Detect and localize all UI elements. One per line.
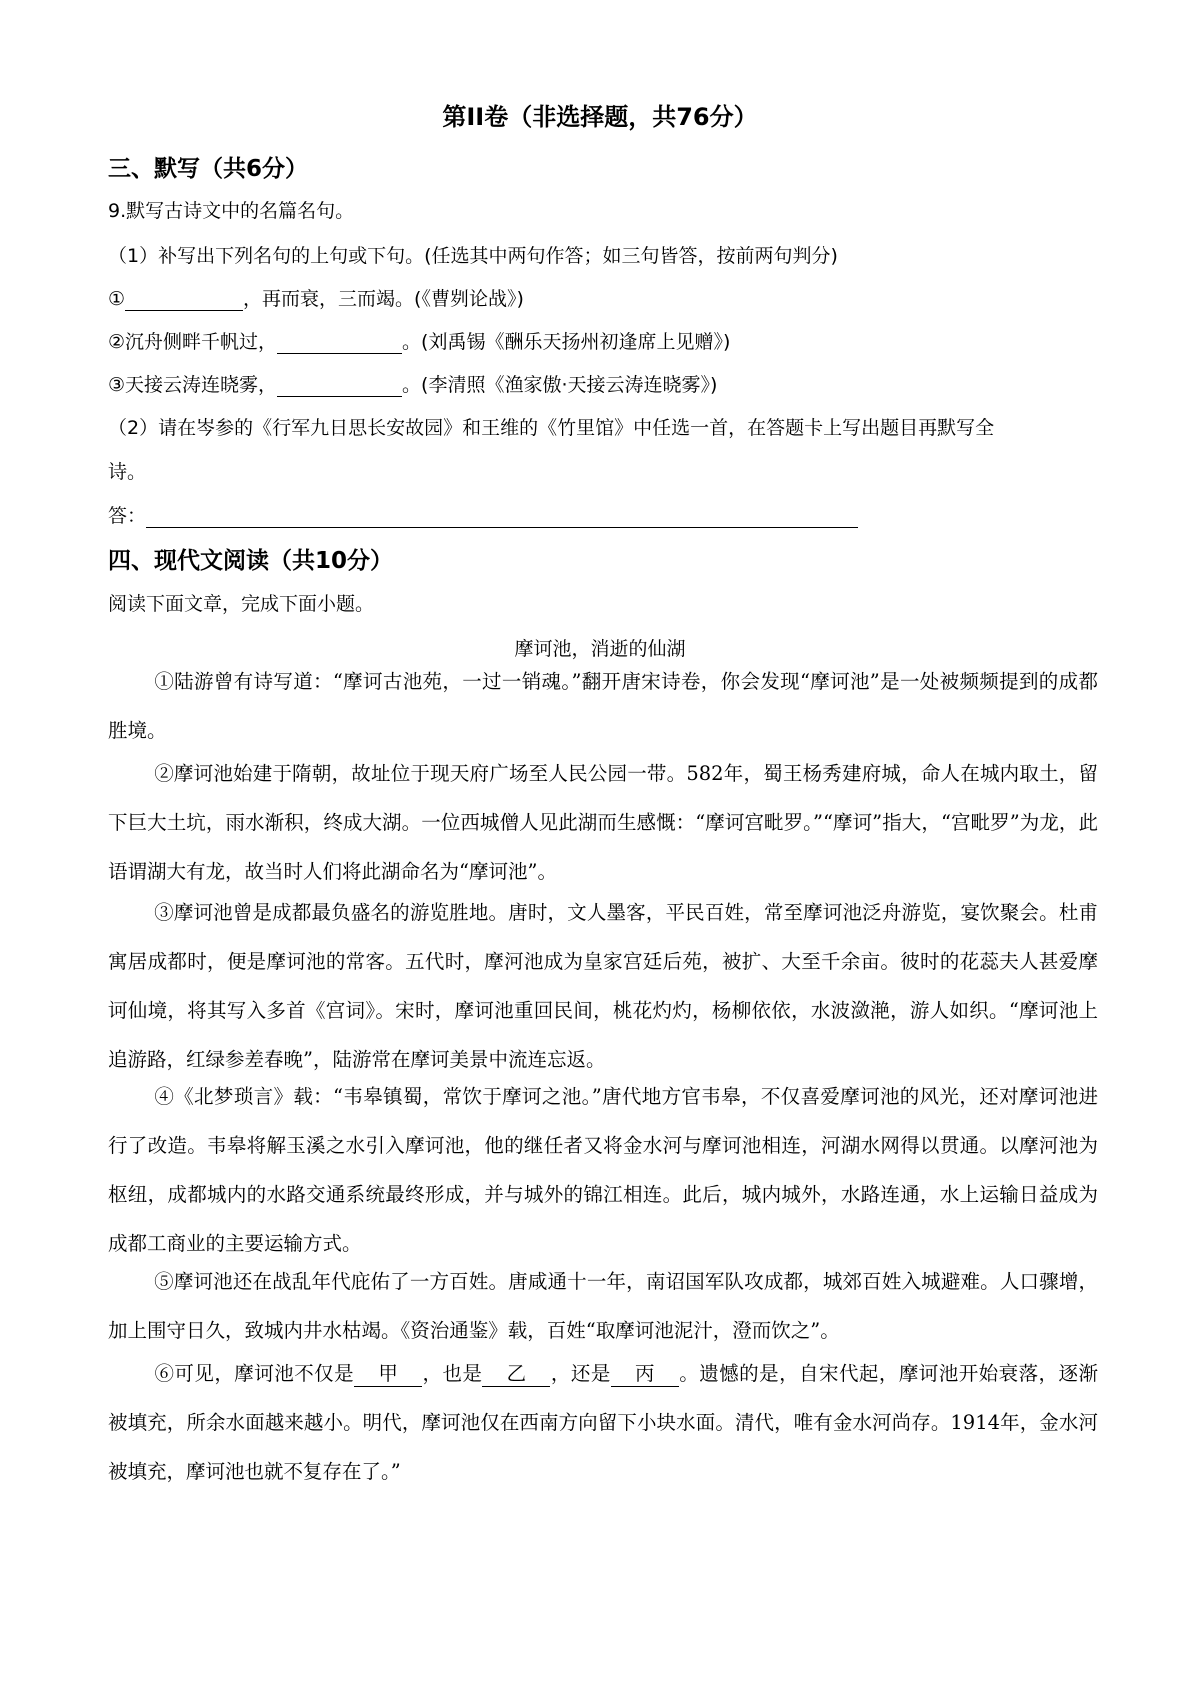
article-paragraph-1 — [108, 657, 1098, 755]
paragraph-5-text: ⑤摩诃池还在战乱年代庇佑了一方百姓。唐咸通十一年，南诏国军队攻成都，城郊百姓入城避难。人口骤增，加上围守日久，致城内井水枯竭。《资治通鉴》载，百姓“取摩诃池泥汁，澄而饮之”。 — [108, 1270, 1098, 1342]
item2-text-after: 。(刘禹锡《酬乐天扬州初逢席上见赠》) — [402, 331, 731, 353]
article-paragraph-4 — [108, 1072, 1098, 1268]
item1-text: ，再而衰，三而竭。(《曹刿论战》) — [243, 288, 524, 310]
item1-number: ① — [108, 288, 126, 310]
paragraph-6-text-b: ，也是 — [422, 1362, 483, 1385]
item2-text-before: ②沉舟侧畔千帆过， — [108, 331, 278, 353]
paragraph-6-text-d: 。遗憾的是，自宋代起，摩诃池开始衰落，逐渐被填充，所余水面越来越小。明代，摩诃池仅在西南方向留下小块水面。清代，唯有金水河尚存。1914年，金水河被填充，摩诃池也就不复存在了。” — [108, 1362, 1098, 1483]
part2-instruction-line1: （2）请在岑参的《行军九日思长安故园》和王维的《竹里馆》中任选一首，在答题卡上写出题目再默写全 — [108, 417, 995, 439]
blank-yi[interactable]: 乙 — [482, 1362, 550, 1387]
item2-blank[interactable] — [277, 332, 402, 354]
paragraph-4-text: ④《北梦琐言》载：“韦皋镇蜀，常饮于摩诃之池。”唐代地方官韦皋，不仅喜爱摩诃池的风光，还对摩诃池进行了改造。韦皋将解玉溪之水引入摩诃池，他的继任者又将金水河与摩诃池相连，河湖水网得以贯通。以摩河池为枢纽，成都城内的水路交通系统最终形成，并与城外的锦江相连。此后，城内城外，水路连通，水上运输日益成为成都工商业的主要运输方式。 — [108, 1085, 1098, 1255]
reading-intro: 阅读下面文章，完成下面小题。 — [108, 593, 375, 615]
paragraph-3-text: ③摩诃池曾是成都最负盛名的游览胜地。唐时，文人墨客，平民百姓，常至摩诃池泛舟游览，宴饮聚会。杜甫寓居成都时，便是摩诃池的常客。五代时，摩河池成为皇家宫廷后苑，被扩、大至千余亩。彼时的花蕊夫人甚爱摩诃仙境，将其写入多首《宫词》。宋时，摩诃池重回民间，桃花灼灼，杨柳依依，水波潋滟，游人如织。“摩诃池上追游路，红绿参差春晚”，陆游常在摩诃美景中流连忘返。 — [108, 901, 1098, 1071]
question9-prompt: 9.默写古诗文中的名篇名句。 — [108, 200, 355, 222]
item1-blank[interactable] — [125, 289, 243, 311]
blank-jia[interactable]: 甲 — [354, 1362, 422, 1387]
item3-blank[interactable] — [277, 375, 402, 397]
article-paragraph-6 — [108, 1349, 1098, 1496]
part2-instruction-line2: 诗。 — [108, 461, 147, 483]
recite-item-3 — [108, 370, 717, 397]
answer-line — [108, 501, 858, 528]
paper-title: 第II卷（非选择题，共76分） — [442, 103, 758, 131]
blank-bing[interactable]: 丙 — [611, 1362, 679, 1387]
recite-item-2 — [108, 327, 730, 354]
paragraph-6-text-c: ，还是 — [550, 1362, 611, 1385]
paragraph-6-text-a: ⑥可见，摩诃池不仅是 — [154, 1362, 355, 1385]
article-paragraph-3 — [108, 888, 1098, 1084]
article-paragraph-5 — [108, 1257, 1098, 1355]
answer-label: 答： — [108, 505, 147, 527]
article-title: 摩诃池，消逝的仙湖 — [514, 638, 686, 660]
part1-instruction: （1）补写出下列名句的上句或下句。(任选其中两句作答；如三句皆答，按前两句判分) — [108, 245, 838, 267]
item3-text-before: ③天接云涛连晓雾， — [108, 374, 278, 396]
paragraph-1-text: ①陆游曾有诗写道：“摩诃古池苑，一过一销魂。”翻开唐宋诗卷，你会发现“摩诃池”是一处被频频提到的成都胜境。 — [108, 670, 1098, 742]
paragraph-2-text: ②摩诃池始建于隋朝，故址位于现天府广场至人民公园一带。582年，蜀王杨秀建府城，命人在城内取土，留下巨大土坑，雨水渐积，终成大湖。一位西城僧人见此湖而生感慨：“摩诃宫毗罗。”“摩诃”指大，“宫毗罗”为龙，此语谓湖大有龙，故当时人们将此湖命名为“摩诃池”。 — [108, 762, 1098, 883]
section3-heading: 三、默写（共6分） — [108, 156, 309, 182]
answer-blank[interactable] — [146, 506, 858, 528]
section4-heading: 四、现代文阅读（共10分） — [108, 548, 394, 574]
article-paragraph-2 — [108, 749, 1098, 896]
recite-item-1 — [108, 284, 524, 311]
item3-text-after: 。(李清照《渔家傲·天接云涛连晓雾》) — [402, 374, 718, 396]
